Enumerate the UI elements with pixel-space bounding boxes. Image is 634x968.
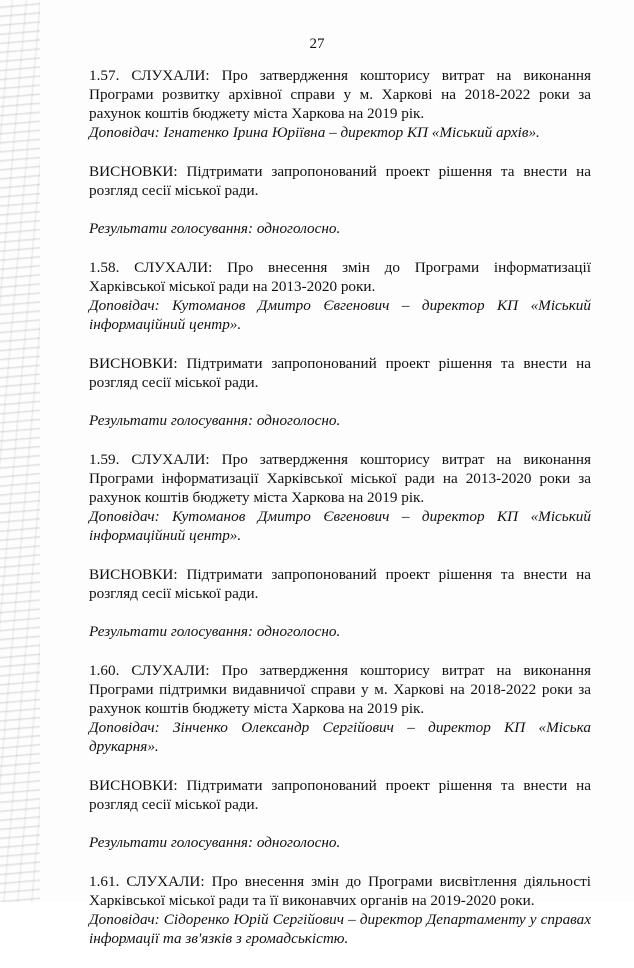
heard-paragraph: 1.57. СЛУХАЛИ: Про затвердження кошторису витрат на виконання Програми розвитку архівної справи у м. Харкові на 2018-2022 роки за рахунок коштів бюджету міста Харкова на 2019 рік. <box>89 67 591 122</box>
vote-result: Результати голосування: одноголосно. <box>89 412 341 429</box>
speaker-line: Доповідач: Кутоманов Дмитро Євгенович – директор КП «Міський інформаційний центр». <box>89 508 591 544</box>
scan-edge-artifact <box>0 0 40 902</box>
heard-paragraph: 1.60. СЛУХАЛИ: Про затвердження кошторису витрат на виконання Програми підтримки видавничої справи у м. Харкові на 2018-2022 роки за рахунок коштів бюджету міста Харкова на 2019 рік. <box>89 662 591 717</box>
agenda-item-1-60 <box>89 661 591 852</box>
vote-result: Результати голосування: одноголосно. <box>89 623 341 640</box>
agenda-item-1-57 <box>89 66 591 238</box>
heard-paragraph: 1.59. СЛУХАЛИ: Про затвердження кошторису витрат на виконання Програми інформатизації Харківської міської ради на 2013-2020 роки за рахунок коштів бюджету міста Харкова на 2019 рік. <box>89 451 591 506</box>
agenda-item-1-61 <box>89 872 591 948</box>
heard-paragraph: 1.61. СЛУХАЛИ: Про внесення змін до Програми висвітлення діяльності Харківської міської ради та її виконавчих органів на 2019-2020 роки. <box>89 873 591 909</box>
conclusion-paragraph: ВИСНОВКИ: Підтримати запропонований проект рішення та внести на розгляд сесії міської ради. <box>89 777 591 813</box>
heard-paragraph: 1.58. СЛУХАЛИ: Про внесення змін до Програми інформатизації Харківської міської ради на 2013-2020 роки. <box>89 259 591 295</box>
minutes-content <box>89 66 591 968</box>
speaker-line: Доповідач: Кутоманов Дмитро Євгенович – директор КП «Міський інформаційний центр». <box>89 297 591 333</box>
conclusion-paragraph: ВИСНОВКИ: Підтримати запропонований проект рішення та внести на розгляд сесії міської ради. <box>89 163 591 199</box>
speaker-line: Доповідач: Сідоренко Юрій Сергійович – директор Департаменту у справах інформації та зв'язків з громадськістю. <box>89 911 591 947</box>
page-number: 27 <box>309 36 325 52</box>
vote-result: Результати голосування: одноголосно. <box>89 834 341 851</box>
speaker-line: Доповідач: Зінченко Олександр Сергійович – директор КП «Міська друкарня». <box>89 719 591 755</box>
agenda-item-1-59 <box>89 450 591 641</box>
agenda-item-1-58 <box>89 258 591 430</box>
conclusion-paragraph: ВИСНОВКИ: Підтримати запропонований проект рішення та внести на розгляд сесії міської ради. <box>89 355 591 391</box>
vote-result: Результати голосування: одноголосно. <box>89 220 341 237</box>
speaker-line: Доповідач: Ігнатенко Ірина Юріївна – директор КП «Міський архів». <box>89 124 540 141</box>
conclusion-paragraph: ВИСНОВКИ: Підтримати запропонований проект рішення та внести на розгляд сесії міської ради. <box>89 566 591 602</box>
